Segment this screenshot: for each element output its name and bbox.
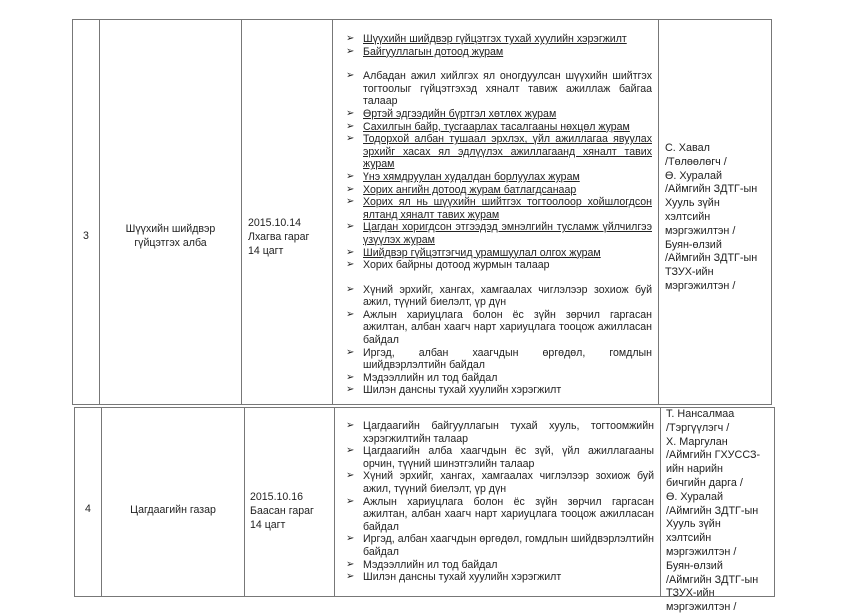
topic-text: Хорих ял нь шүүхийн шийтгэх тогтоолоор хойшлогдсон ялтанд хяналт тавих журам (363, 196, 652, 221)
responsible-person-line: Ө. Хуралай (665, 169, 722, 182)
topic-text: Цагдан хоригдсон этгээдэд эмнэлгийн тусламж үйлчилгээ үзүүлэх журам (363, 221, 652, 246)
topic-item (344, 533, 654, 558)
topic-item (344, 259, 652, 272)
responsible-person-line: Буян-өлзий (666, 559, 723, 572)
topic-text: Сахилгын байр, тусгаарлах тасалгааны нөхцөл журам (363, 120, 630, 133)
arrow-bullet-icon: ➢ (346, 346, 355, 358)
topic-text: Цагдаагийн алба хаагчдын ёс зүй, үйл ажиллагааны орчин, түүний шинэтгэлийн талаар (363, 445, 654, 470)
topic-text: Шилэн дансны тухай хуулийн хэрэгжилт (363, 571, 562, 584)
responsible-person-line: мэргэжилтэн / (665, 279, 736, 292)
arrow-bullet-icon: ➢ (346, 533, 355, 545)
arrow-bullet-icon: ➢ (346, 33, 355, 44)
date-line: 14 цагт (250, 519, 286, 531)
arrow-bullet-icon: ➢ (346, 45, 355, 57)
topic-text: Хорих байрны дотоод журмын талаар (363, 259, 550, 272)
arrow-bullet-icon: ➢ (346, 221, 355, 233)
organization-cell (100, 222, 241, 250)
arrow-bullet-icon: ➢ (346, 371, 355, 383)
date-line: Лхагва гараг (248, 231, 310, 243)
topic-text: Хорих ангийн дотоод журам батлагдсанаар (363, 183, 577, 196)
responsible-person-line: ийн нарийн (666, 463, 724, 476)
responsible-person-line: /Аймгийн ЗДТГ-ын (665, 183, 758, 196)
responsible-persons-cell (665, 142, 773, 294)
responsible-person-line: Т. Нансалмаа (666, 408, 735, 420)
date-cell (250, 490, 334, 532)
topic-item (344, 221, 652, 246)
topic-item (344, 184, 652, 197)
topic-item (344, 46, 652, 59)
topic-list (344, 33, 652, 397)
responsible-person-line: /Аймгийн ЗДТГ-ын (665, 252, 758, 265)
topic-text: Хүний эрхийг, хангах, хамгаалах чиглэлээр зохиож буй ажил, түүний биелэлт, үр дүн (363, 470, 654, 495)
topic-item (344, 470, 654, 495)
responsible-person-line: мэргэжилтэн / (665, 224, 736, 237)
organization-name-line: гүйцэтгэх алба (134, 237, 207, 249)
responsible-person-line: хэлтсийн (665, 210, 711, 223)
organization-name-line: Цагдаагийн газар (130, 504, 216, 516)
topic-text: Байгууллагын дотоод журам (363, 45, 504, 58)
schedule-table-row-4 (74, 407, 775, 614)
responsible-person-line: С. Хавал (665, 142, 710, 154)
organization-cell (102, 503, 244, 517)
responsible-person-line: ТЗУХ-ийн (666, 587, 715, 600)
topic-text: Шүүхийн шийдвэр гүйцэтгэх тухай хуулийн хэрэгжилт (363, 33, 627, 45)
topic-text: Ажлын хариуцлага болон ёс зүйн зөрчил гаргасан ажилтан, албан хаагч нарт хариуцлага тооцож ажилласан байдал (363, 308, 652, 347)
arrow-bullet-icon: ➢ (346, 470, 355, 482)
arrow-bullet-icon: ➢ (346, 107, 355, 119)
schedule-table-row-3 (72, 19, 772, 405)
topic-text: Мэдээллийн ил тод байдал (363, 371, 498, 384)
topic-item (344, 133, 652, 171)
arrow-bullet-icon: ➢ (346, 183, 355, 195)
responsible-person-line: /Тэргүүлэгч / (666, 421, 730, 434)
topic-item (344, 571, 654, 584)
responsible-person-line: /Төлөөлөгч / (665, 155, 727, 168)
arrow-bullet-icon: ➢ (346, 246, 355, 258)
topic-text: Цагдаагийн байгууллагын тухай хууль, тогтоомжийн хэрэгжилтийн талаар (363, 420, 654, 445)
topic-item (344, 445, 654, 470)
arrow-bullet-icon: ➢ (346, 384, 355, 396)
topic-item (344, 121, 652, 134)
topic-item (344, 108, 652, 121)
responsible-persons-cell (666, 408, 776, 615)
arrow-bullet-icon: ➢ (346, 495, 355, 507)
topic-list (344, 420, 654, 584)
row-number: 3 (83, 230, 89, 242)
topic-item (344, 33, 652, 46)
arrow-bullet-icon: ➢ (346, 133, 355, 145)
responsible-person-line: Буян-өлзий (665, 238, 722, 251)
topic-text: Тодорхой албан тушаал эрхлэх, үйл ажиллагаа явуулах эрхийг хасах ял эдлүүлэх ажиллагаанд хяналт тавих журам (363, 133, 652, 171)
topic-text: Үнэ хямдруулан худалдан борлуулах журам (363, 170, 580, 183)
responsible-person-line: Х. Маргулан (666, 435, 728, 448)
topics-cell (344, 33, 652, 397)
arrow-bullet-icon: ➢ (346, 420, 355, 431)
responsible-person-line: /Аймгийн ГХУССЗ- (666, 449, 761, 462)
responsible-person-line: Хууль зүйн (665, 197, 720, 210)
responsible-person-line: Хууль зүйн (666, 518, 721, 531)
date-line: 2015.10.14 (248, 217, 302, 229)
arrow-bullet-icon: ➢ (346, 120, 355, 132)
arrow-bullet-icon: ➢ (346, 170, 355, 182)
date-line: 2015.10.16 (250, 491, 304, 503)
date-line: Баасан гараг (250, 505, 314, 517)
arrow-bullet-icon: ➢ (346, 283, 355, 295)
date-line: 14 цагт (248, 245, 284, 257)
topic-text: Иргэд, албан хаагчдын өргөдөл, гомдлын шийдвэрлэлтийн байдал (363, 533, 654, 558)
topic-item (344, 171, 652, 184)
date-cell (248, 216, 332, 258)
topic-item (344, 372, 652, 385)
responsible-person-line: мэргэжилтэн / (666, 545, 737, 558)
topic-text: Ажлын хариуцлага болон ёс зүйн зөрчил гаргасан ажилтан, албан хаагч нарт хариуцлага тооцож ажилласан байдал (363, 495, 654, 533)
topic-text: Өртэй эдгээдийн бүртгэл хөтлөх журам (363, 107, 557, 120)
responsible-person-line: /Аймгийн ЗДТГ-ын (666, 573, 759, 586)
responsible-person-line: мэргэжилтэн / (666, 601, 737, 614)
topic-item (344, 70, 652, 108)
arrow-bullet-icon: ➢ (346, 259, 355, 271)
arrow-bullet-icon: ➢ (346, 308, 355, 320)
organization-name-line: Шүүхийн шийдвэр (125, 223, 216, 235)
topics-cell (344, 420, 654, 584)
topic-item (344, 247, 652, 260)
topic-item (344, 384, 652, 397)
responsible-person-line: бичгийн дарга / (666, 476, 743, 489)
topic-item (344, 420, 654, 445)
arrow-bullet-icon: ➢ (346, 445, 355, 457)
row-number: 4 (85, 503, 91, 515)
responsible-person-line: ТЗУХ-ийн (665, 266, 714, 279)
topic-item (344, 347, 652, 372)
topic-item (344, 196, 652, 221)
arrow-bullet-icon: ➢ (346, 571, 355, 583)
arrow-bullet-icon: ➢ (346, 196, 355, 208)
topic-text: Албадан ажил хийлгэх ял оногдуулсан шүүхийн шийтгэх тогтоолыг гүйцэтгэхэд хяналт тавиж ажиллаж байгаа талаар (363, 70, 652, 108)
arrow-bullet-icon: ➢ (346, 70, 355, 82)
topic-text: Иргэд, албан хаагчдын өргөдөл, гомдлын шийдвэрлэлтийн байдал (363, 346, 652, 372)
responsible-person-line: /Аймгийн ЗДТГ-ын (666, 504, 759, 517)
responsible-person-line: Ө. Хуралай (666, 490, 723, 503)
topic-item (344, 309, 652, 347)
topic-text: Мэдээллийн ил тод байдал (363, 558, 498, 571)
topic-text: Шийдвэр гүйцэтгэгчид урамшуулал олгох журам (363, 246, 601, 259)
responsible-person-line: хэлтсийн (666, 532, 712, 545)
topic-item (344, 559, 654, 572)
topic-text: Шилэн дансны тухай хуулийн хэрэгжилт (363, 384, 562, 397)
arrow-bullet-icon: ➢ (346, 558, 355, 570)
topic-text: Хүний эрхийг, хангах, хамгаалах чиглэлээр зохиож буй ажил, түүний биелэлт, үр дүн (363, 283, 652, 309)
topic-item (344, 496, 654, 534)
topic-item (344, 284, 652, 309)
